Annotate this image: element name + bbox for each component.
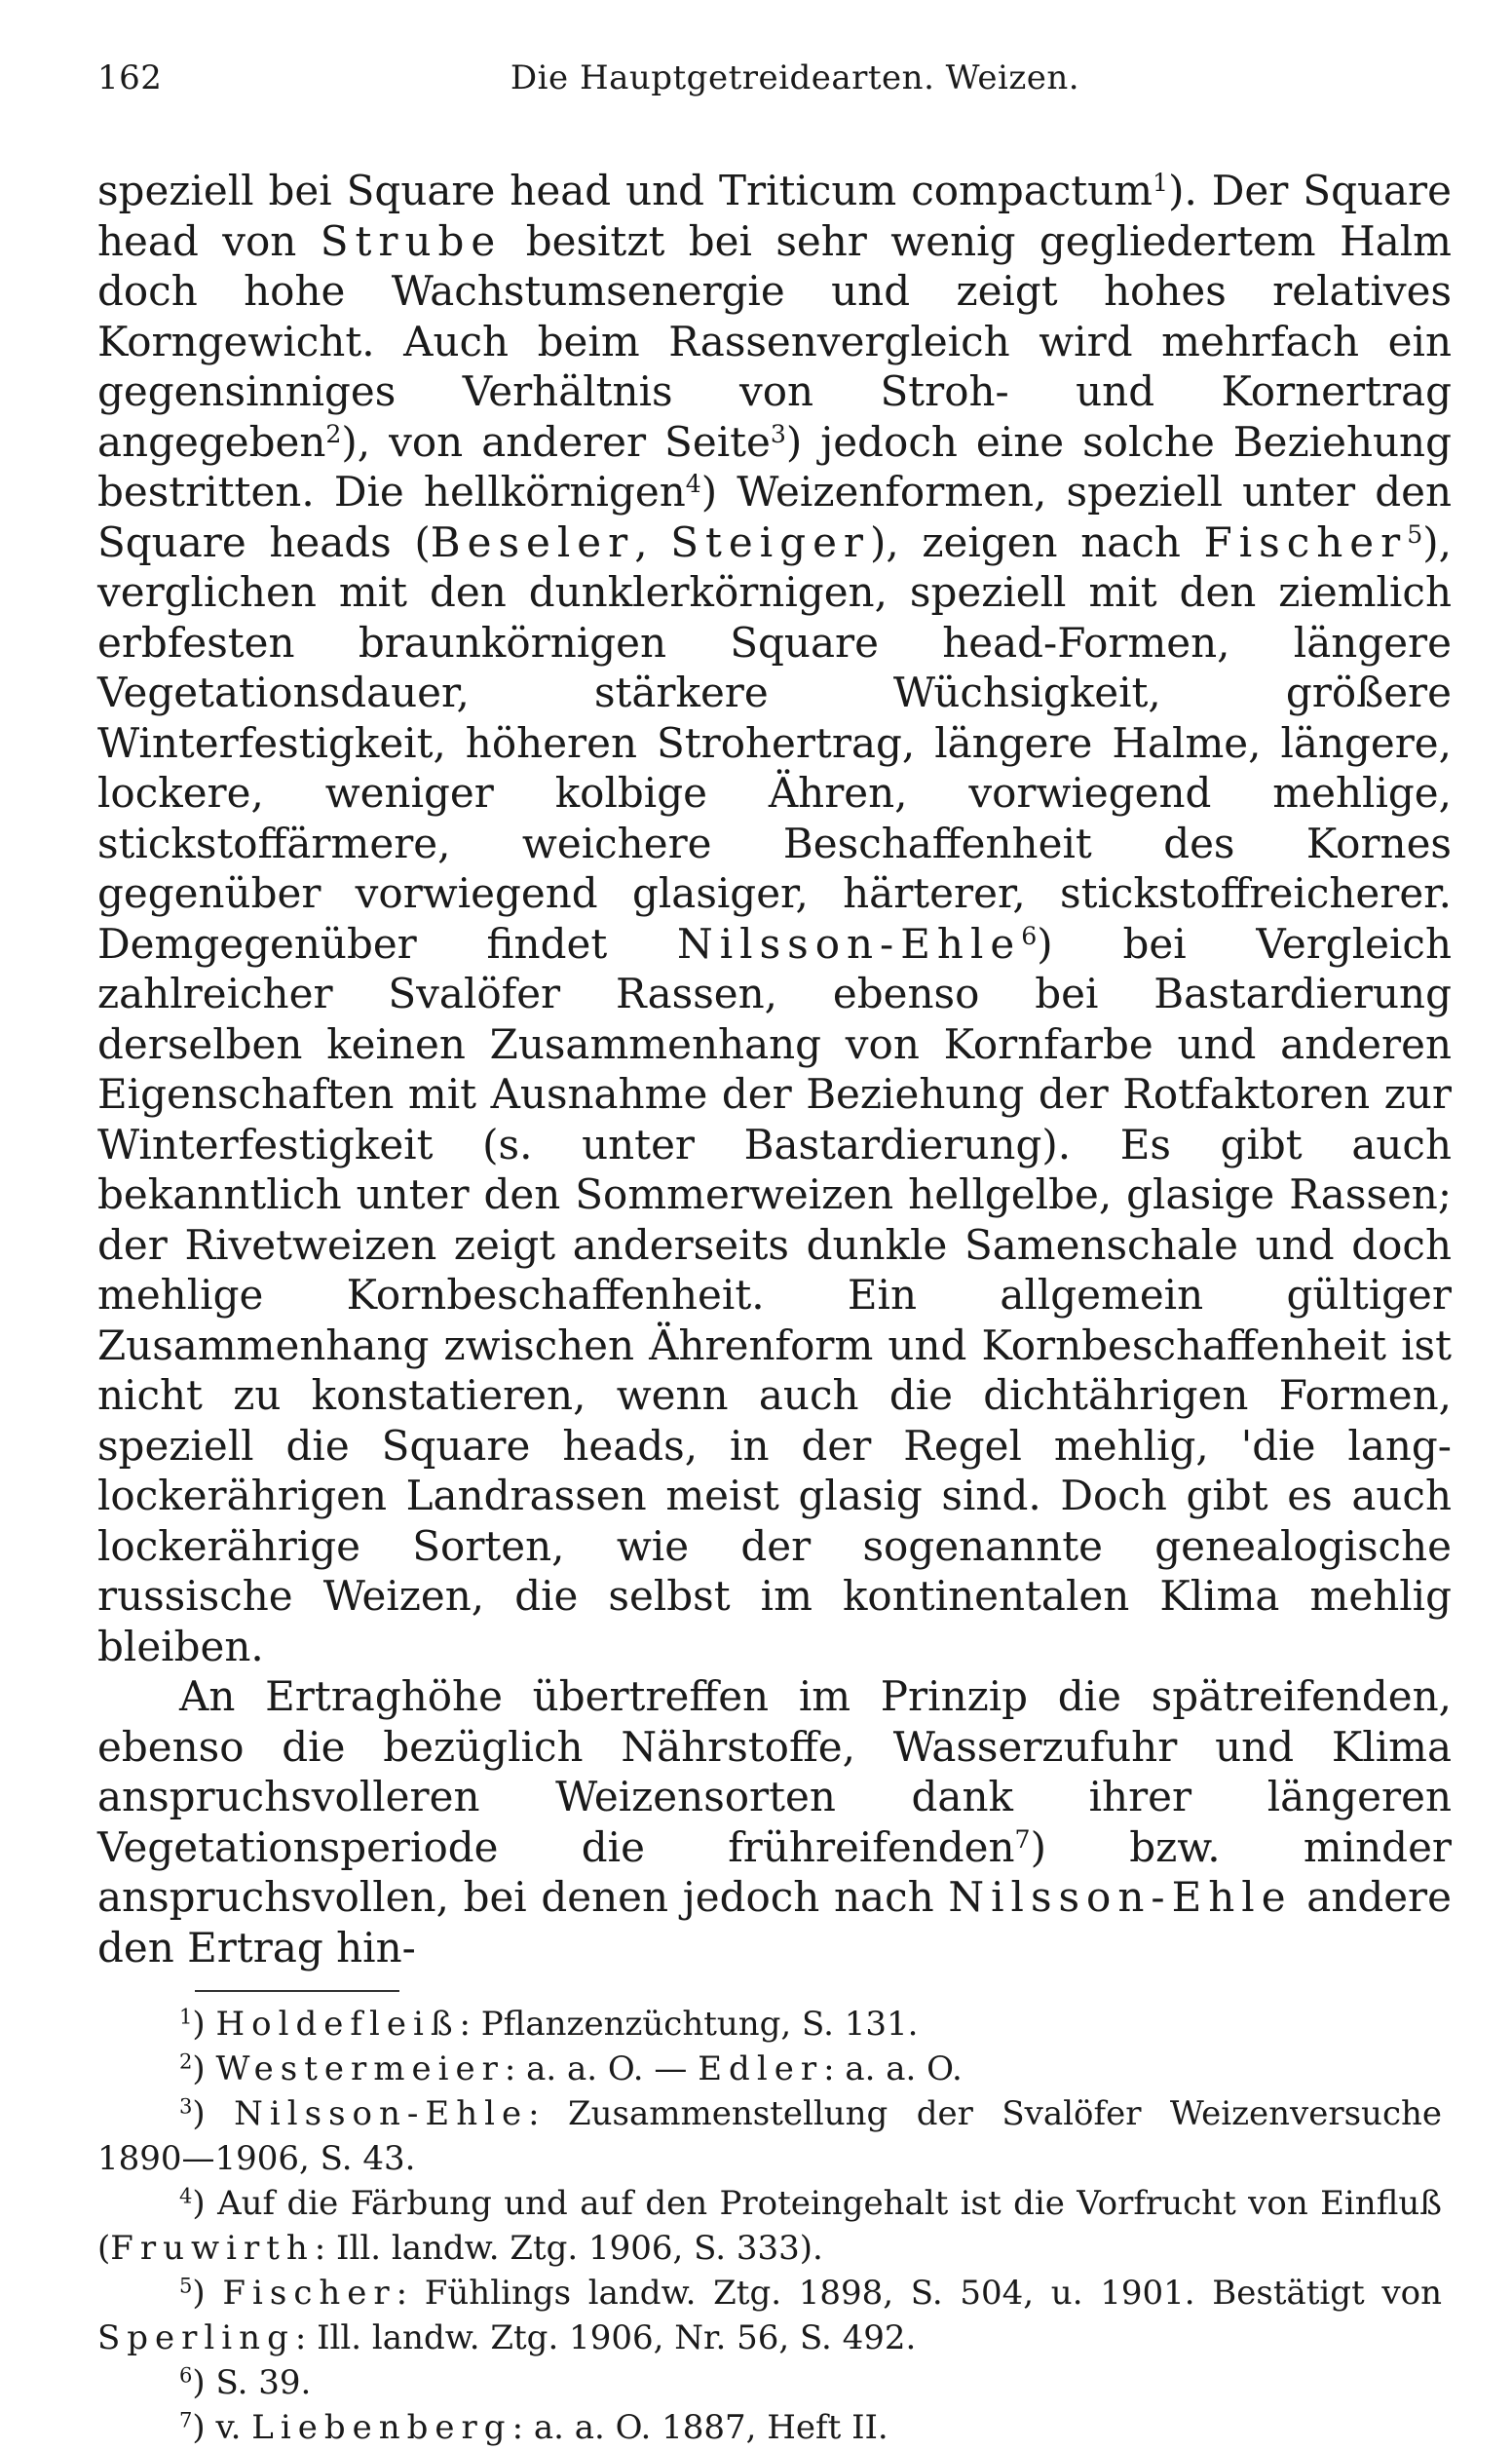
paragraph-1 [97,166,1452,1671]
text-span: ), von anderer Seite [341,417,771,466]
author-name: Sperling [97,2318,295,2357]
text-span: ) bzw. minder anspruchsvollen, bei denen jedoch nach [97,1822,1452,1921]
footnote-mark: 1 [179,2004,193,2029]
footnote-text: : a. a. O. 1887, Heft II. [511,2408,888,2447]
footnote-text: : Zusammenstellung der Svalöfer Weizenversuche 1890—1906, S. 43. [97,2094,1443,2178]
author-name: Holdefleiß [215,2005,460,2044]
footnote-ref-7: 7 [1014,1824,1031,1854]
author-name: Westermeier [215,2049,505,2088]
footnote-text: Auf die Färbung und auf den Proteingehalt ist die Vorfrucht von Einfluß ( [97,2184,1442,2268]
footnotes [97,2002,1442,2450]
body-text [97,166,1452,1972]
author-name: Nilsson-Ehle [948,1873,1293,1921]
footnote-7: $^7$) v. Liebenberg: a. a. O. 1887, Heft II. [179,2407,888,2447]
author-name: Nilsson-Ehle [677,919,1022,968]
text-span: ), zeigen nach [870,517,1204,566]
footnote-ref-5: 5 [1407,519,1423,549]
footnote-text: : Pflanzenzüchtung, S. 131. [459,2005,919,2044]
footnote-text: v. [215,2408,252,2447]
author-name: Fischer [222,2274,397,2313]
text-span: ) jedoch eine solche Beziehung bestritten. Die hellkörnigen [97,417,1452,516]
footnote-text: : Fühlings landw. Ztg. 1898, S. 504, u. 1901. Bestätigt von [396,2274,1443,2313]
text-span: ), verglichen mit den dunklerkörnigen, speziell mit den ziemlich erbfesten braunkörnigen Square head-Formen, längere Vegetationsdauer, stärkere Wüchsigkeit, größere Winterfestigkeit, höheren Strohertrag, längere Halme, längere, lockere, weniger kolbige Ähren, vorwiegend mehlige, stickstoffärmere, weichere Beschaffenheit des Kornes gegenüber vorwiegend glasiger, härterer, stickstoffreicherer. Demgegenüber findet [97,517,1452,968]
text-span: besitzt bei sehr wenig gegliedertem Halm doch hohe Wachstumsenergie und zeigt hohes relatives Korngewicht. Auch beim Rassenvergleich wird mehrfach ein gegensinniges Verhältnis von Stroh- und Kornertrag angegeben [97,216,1452,466]
footnote-mark: 6 [179,2362,193,2388]
footnote-2: $^2$) Westermeier: a. a. O. — Edler: a. a. O. [179,2048,963,2088]
footnote-text: S. 39. [215,2363,312,2402]
text-span: andere den Ertrag hin- [97,1873,1452,1971]
text-span: , [634,517,671,566]
footnote-text: : a. a. O. — [504,2049,699,2088]
page-header [97,58,1454,127]
footnote-text: : a. a. O. [823,2049,963,2088]
footnote-mark: 4 [179,2183,193,2208]
text-span: speziell bei Square head und Triticum compactum [97,167,1153,214]
text-span: An Ertraghöhe übertreffen im Prinzip die spätreifenden, ebenso die bezüglich Nährstoffe, Wasserzufuhr und Klima anspruchsvolleren Weizensorten dank ihrer längeren Vegetationsperiode die frühreifenden [97,1672,1452,1871]
footnote-ref-4: 4 [685,470,701,499]
author-name: Liebenberg [251,2408,512,2447]
footnote-5: $^5$) Fischer: Fühlings landw. Ztg. 1898, S. 504, u. 1901. Bestätigt von Sperling: Ill. landw. Ztg. 1906, Nr. 56, S. 492. [97,2273,1443,2357]
footnote-3: $^3$) Nilsson-Ehle: Zusammenstellung der Svalöfer Weizenversuche 1890—1906, S. 43. [97,2093,1443,2178]
author-name: Beseler [430,517,635,566]
author-name: Strube [320,216,503,265]
author-name: Steiger [670,517,871,566]
running-title: Die Hauptgetreidearten. Weizen. [510,58,1080,97]
footnote-mark: 2 [179,2048,193,2074]
text-span: ) bei Vergleich zahlreicher Svalöfer Rassen, ebenso bei Bastardierung derselben keinen Zusammenhang von Kornfarbe und anderen Eigenschaften mit Ausnahme der Beziehung der Rotfaktoren zur Winterfestigkeit (s. unter Bastardierung). Es gibt auch bekanntlich unter den Sommerweizen hellgelbe, glasige Rassen; der Rivetweizen zeigt anderseits dunkle Samenschale und doch mehlige Kornbeschaffenheit. Ein allgemein gültiger Zusammenhang zwischen Ährenform und Kornbeschaffenheit ist nicht zu konstatieren, wenn auch die dichtährigen Formen, speziell die Square heads, in der Regel mehlig, 'die lang-lockerährigen Landrassen meist glasig sind. Doch gibt es auch lockerährige Sorten, wie der sogenannte genealogische russische Weizen, die selbst im kontinentalen Klima mehlig bleiben. [97,919,1452,1670]
author-name: Nilsson-Ehle [234,2094,529,2133]
paragraph-2 [97,1671,1452,1972]
footnote-mark: 5 [179,2273,193,2298]
footnote-divider [195,1990,399,1992]
page-number: 162 [97,58,163,97]
text-span: ) Weizenformen, speziell unter den Square heads ( [97,468,1453,566]
footnote-mark: 7 [179,2407,193,2432]
footnote-ref-3: 3 [770,419,786,448]
author-name: Edler [698,2049,824,2088]
footnote-ref-6: 6 [1021,921,1038,950]
footnote-6: $^6$) S. 39. [179,2362,312,2402]
footnote-text: : Ill. landw. Ztg. 1906, Nr. 56, S. 492. [294,2318,917,2357]
footnote-ref-2: 2 [325,419,342,448]
text-span: ). Der Square head von [97,167,1452,265]
footnote-ref-1: 1 [1153,169,1169,198]
author-name: Fischer [1203,517,1408,566]
footnote-text: : Ill. landw. Ztg. 1906, S. 333). [314,2229,823,2268]
author-name: Fruwirth [110,2229,315,2268]
footnote-mark: 3 [179,2093,193,2119]
footnote-1: $^1$) Holdefleiß: Pflanzenzüchtung, S. 131. [179,2004,919,2044]
footnote-4: $^4$) Auf die Färbung und auf den Proteingehalt ist die Vorfrucht von Einfluß (Fruwirth: Ill. landw. Ztg. 1906, S. 333). [97,2183,1442,2268]
